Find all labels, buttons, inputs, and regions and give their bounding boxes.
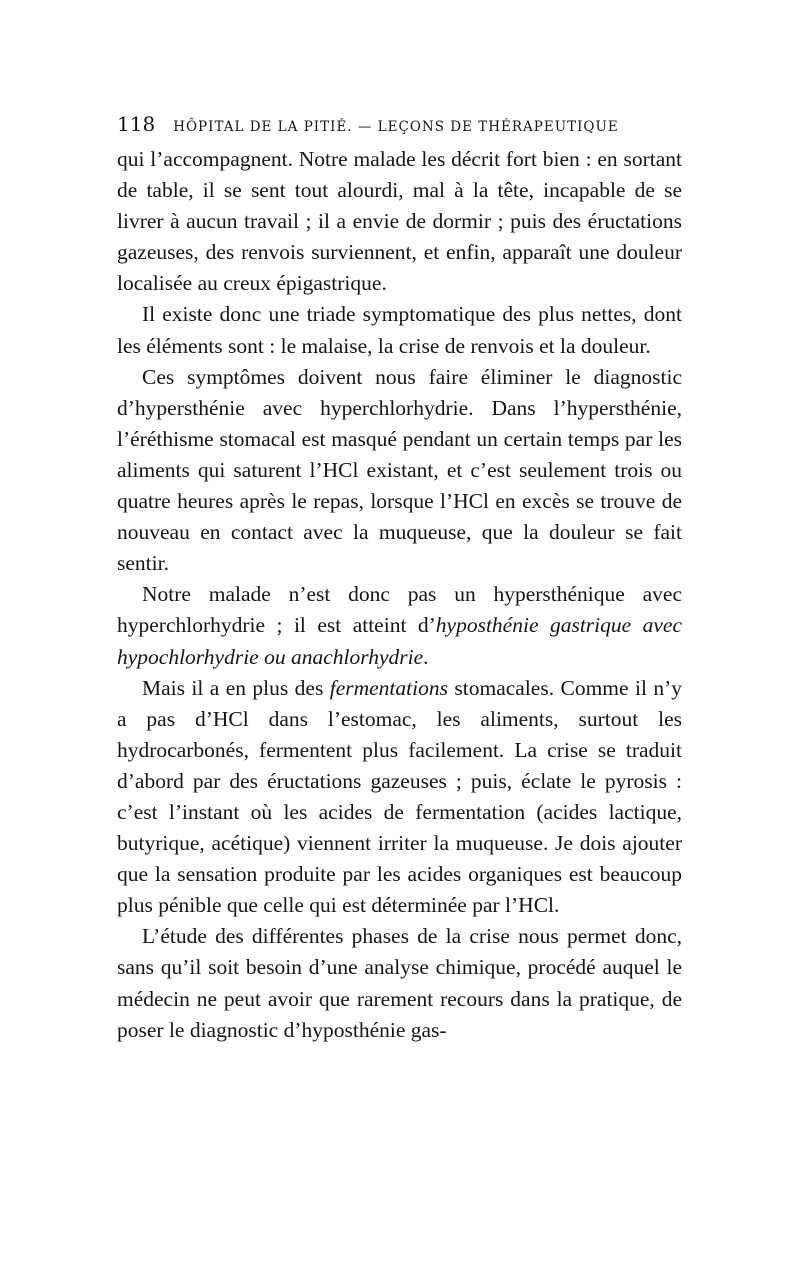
fermentations-italic: fermentations bbox=[329, 675, 448, 700]
running-head bbox=[117, 112, 682, 142]
running-title: HÔPITAL DE LA PITIÉ. — LEÇONS DE THÉRAPEUTIQUE bbox=[173, 119, 619, 135]
paragraph-5-start: Mais il a en plus des bbox=[142, 675, 330, 700]
paragraph-4 bbox=[117, 579, 682, 672]
paragraph-3: Ces symptômes doivent nous faire éliminer le diagnostic d’hypersthénie avec hyperchlorhydrie. Dans l’hypersthénie, l’éréthisme stomacal est masqué pendant un certain temps par les aliments qui saturent l’HCl existant, et c’est seulement trois ou quatre heures après le repas, lorsque l’HCl en excès se trouve de nouveau en contact avec la muqueuse, que la douleur se fait sentir. bbox=[117, 364, 682, 576]
book-page bbox=[117, 112, 682, 1046]
diagnosis-italic: hyposthénie gastrique avec hypochlorhydrie ou anachlorhydrie bbox=[117, 613, 683, 669]
body-text bbox=[117, 144, 682, 1046]
paragraph-5 bbox=[117, 673, 682, 922]
page-number: 118 bbox=[117, 112, 156, 136]
paragraph-5-text: stomacales. Comme il n’y a pas d’HCl dans l’estomac, les aliments, surtout les hydrocarbonés, fermentent plus facilement. La crise se traduit d’abord par des éructations gazeuses ; puis, éclate le pyrosis : c’est l’instant où les acides de fermentation (acides lactique, butyrique, acétique) viennent irriter la muqueuse. Je dois ajouter que la sensation produite par les acides organiques est beaucoup plus pénible que celle qui est déterminée par l’HCl. bbox=[117, 675, 682, 918]
paragraph-4-end: . bbox=[423, 644, 429, 669]
paragraph-2: Il existe donc une triade symptomatique des plus nettes, dont les éléments sont : le malaise, la crise de renvois et la douleur. bbox=[117, 302, 682, 358]
paragraph-1: qui l’accompagnent. Notre malade les décrit fort bien : en sortant de table, il se sent tout alourdi, mal à la tête, incapable de se livrer à aucun travail ; il a envie de dormir ; puis des éructations gazeuses, des renvois surviennent, et enfin, apparaît une douleur localisée au creux épigastrique. bbox=[117, 147, 682, 296]
paragraph-4-text: Notre malade n’est donc pas un hypersthénique avec hyperchlorhydrie ; il est atteint d’ bbox=[117, 582, 682, 638]
paragraph-6: L’étude des différentes phases de la crise nous permet donc, sans qu’il soit besoin d’une analyse chimique, procédé auquel le médecin ne peut avoir que rarement recours dans la pratique, de poser le diagnostic d’hyposthénie gas- bbox=[117, 924, 682, 1042]
